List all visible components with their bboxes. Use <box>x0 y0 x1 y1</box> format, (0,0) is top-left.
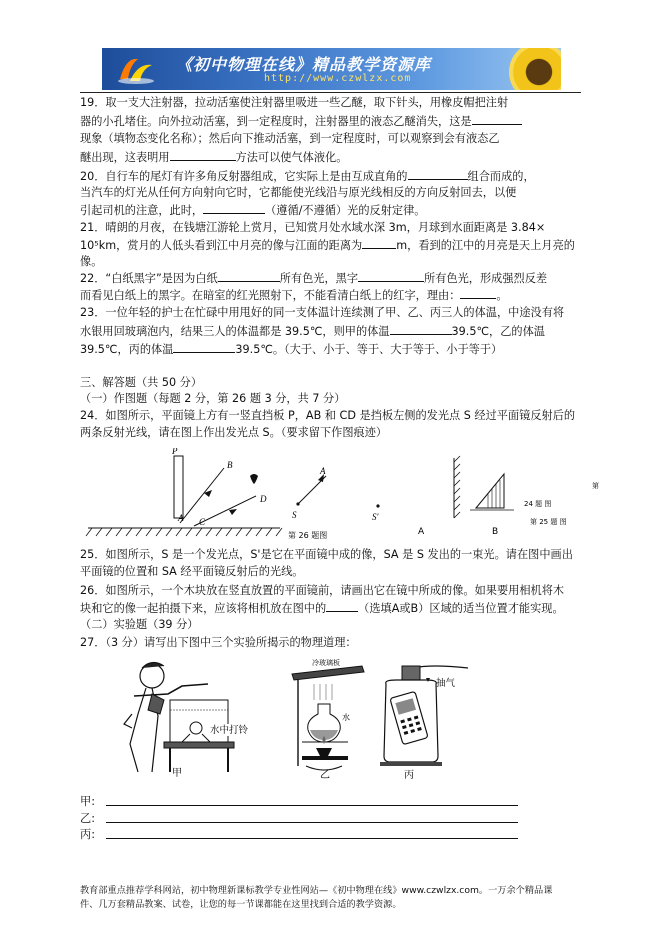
q21-line3: 像。 <box>80 255 103 268</box>
answer-bing-line[interactable] <box>106 838 518 839</box>
q23-line3: 39.5℃，丙的体温 39.5℃。（大于、小于、等于、大于等于、小于等于） <box>80 343 503 356</box>
section3-sub1: （一）作图题（每题 2 分，第 26 题 3 分，共 7 分） <box>80 392 346 405</box>
label-c: C <box>199 517 206 527</box>
q26-figure <box>408 452 604 536</box>
q26-line2: 块和它的像一起拍摄下来，应该将相机放在图中的 （选填A或B）区域的适当位置才能实现。 <box>80 602 564 615</box>
q23-line2: 水银用回玻璃泡内，结果三人的体温都是 39.5℃，则甲的体温 39.5℃，乙的体温 <box>80 325 545 338</box>
q22-blank3[interactable] <box>460 288 496 299</box>
label-a: A <box>178 513 184 523</box>
q24-line1: 24．如图所示，平面镜上方有一竖直挡板 P，AB 和 CD 是挡板左侧的发光点 S 经过平面镜反射后的 <box>80 409 576 422</box>
q26-line1: 26．如图所示，一个木块放在竖直放置的平面镜前，请画出它在镜中所成的像。如果要用相机将木 <box>80 584 565 597</box>
yi-plate-label: 冷玻璃板 <box>312 659 340 667</box>
q24-line2: 两条反射光线，请在图上作出发光点 S。（要求留下作图痕迹） <box>80 426 388 439</box>
q21-line2: 10⁵km，赏月的人低头看到江中月亮的像与江面的距离为 m，看到的江中的月亮是天上月亮的 <box>80 239 575 252</box>
fig2-caption: 第 26 题图 <box>288 531 328 540</box>
baffle-p <box>174 456 183 518</box>
jia-label: 甲 <box>172 768 182 778</box>
section3-sub2: （二）实验题（39 分） <box>80 618 199 631</box>
q21-line1: 21．晴朗的月夜，在钱塘江游轮上赏月，已知赏月处水域水深 3m，月球到水面距离是 3.84× <box>80 221 546 234</box>
q23-line1: 23．一位年轻的护士在忙碌中用甩好的同一支体温计连续测了甲、乙、丙三人的体温，中途没有将 <box>80 306 565 319</box>
q25-line2: 平面镜的位置和 SA 经平面镜反射后的光线。 <box>80 565 304 578</box>
q19-line2: 器的小孔堵住。向外拉动活塞，到一定程度时，注射器里的液态乙醚消失，这是 <box>80 114 522 129</box>
q22-blank2[interactable] <box>358 271 424 282</box>
q25-figure <box>286 462 396 542</box>
q23-blank2[interactable] <box>173 342 235 353</box>
q19-line1: 19．取一支大注射器，拉动活塞使注射器里吸进一些乙醚，取下针头，用橡皮帽把注射 <box>80 96 509 109</box>
q22-line2: 而看见白纸上的黑字。在暗室的红光照射下，不能看清白纸上的红字，理由： 。 <box>80 289 508 302</box>
eye-icon <box>250 474 258 484</box>
label-p: P <box>172 448 178 456</box>
banner-url: http://www.czwlzx.com <box>264 73 412 84</box>
yi-label: 乙 <box>320 770 330 780</box>
q20-line1: 20．自行车的尾灯有许多角反射器组成，它实际上是由互成直角的 组合而成的， <box>80 170 535 183</box>
fig-caption-edge: 第 <box>592 482 599 490</box>
q23-blank1[interactable] <box>390 324 452 335</box>
footer-line2: 件、几万套精品教案、试卷，让您的每一节课都能在这里找到合适的教学资源。 <box>80 899 402 910</box>
answer-yi-label: 乙: <box>80 812 95 825</box>
header-divider <box>80 92 581 93</box>
q20-line2: 当汽车的灯光从任何方向射向它时，它都能使光线沿与原光线相反的方向反射回去，以便 <box>80 186 517 199</box>
answer-jia-line[interactable] <box>106 805 518 806</box>
site-logo-icon <box>116 53 156 85</box>
q27-figure-yi <box>286 656 370 780</box>
q27-figure-bing <box>372 664 482 780</box>
fig-caption-25: 第 25 题 图 <box>530 518 567 526</box>
q19-line4: 醚出现，这表明用 方法可以使气体液化。 <box>80 151 348 164</box>
bing-label: 丙 <box>404 770 414 780</box>
answer-bing-label: 丙: <box>80 828 95 841</box>
banner-title: 《初中物理在线》精品教学资源库 <box>176 55 432 74</box>
q22-blank1[interactable] <box>218 271 280 282</box>
label-s-prime: S' <box>372 512 379 522</box>
q22-line1: 22．“白纸黑字”是因为白纸 所有色光，黑字 所有色光，形成强烈反差 <box>80 272 548 285</box>
q20-blank2[interactable] <box>203 203 265 214</box>
footer <box>80 884 552 912</box>
bing-tag: 抽气 <box>436 678 456 689</box>
q19-blank2[interactable] <box>170 150 236 161</box>
arrow-cd-icon <box>229 509 237 515</box>
region-a: A <box>418 527 425 536</box>
sunflower-icon <box>509 48 561 90</box>
yi-water-label: 水 <box>342 713 350 722</box>
region-b: B <box>492 527 499 536</box>
q20-line3: 引起司机的注意，此时， （遵循/不遵循）光的反射定律。 <box>80 204 426 217</box>
q26-blank[interactable] <box>326 601 358 612</box>
header-banner <box>102 48 561 90</box>
label-s: S <box>292 510 297 520</box>
q19-line3: 现象（填物态变化名称）；然后向下推动活塞，到一定程度时，可以观察到会有液态乙 <box>80 132 500 145</box>
label-d: D <box>260 494 267 504</box>
q24-figure <box>84 448 284 540</box>
bell-icon <box>190 722 202 734</box>
answer-jia-label: 甲: <box>80 795 95 808</box>
label-b: B <box>227 460 233 470</box>
table-top <box>164 742 234 748</box>
cold-glass-plate <box>292 666 364 680</box>
fig-caption-24: 24 题 图 <box>524 500 552 508</box>
man-shirt <box>148 694 164 714</box>
point-s <box>296 502 299 505</box>
label-a2: A <box>320 466 326 476</box>
q27-figure-jia <box>112 654 262 778</box>
section3-title: 三、解答题（共 50 分） <box>80 376 203 389</box>
jia-tag: 水中打铃 <box>210 725 249 736</box>
q25-line1: 25．如图所示，S 是一个发光点，S'是它在平面镜中成的像，SA 是 S 发出的一束光。请在图中画出 <box>80 548 573 561</box>
footer-line1: 教育部重点推荐学科网站，初中物理新课标教学专业性网站—《初中物理在线》www.czwlzx.com。一万余个精品课 <box>80 885 553 896</box>
q20-blank1[interactable] <box>408 169 468 180</box>
jar-stopper <box>402 666 420 680</box>
q19-blank1[interactable] <box>472 114 522 125</box>
burner-icon <box>316 748 332 756</box>
q21-blank1[interactable] <box>362 238 396 249</box>
answer-yi-line[interactable] <box>106 822 518 823</box>
point-s-prime <box>376 504 379 507</box>
q27-line1: 27．（3 分）请写出下图中三个实验所揭示的物理道理： <box>80 636 357 649</box>
